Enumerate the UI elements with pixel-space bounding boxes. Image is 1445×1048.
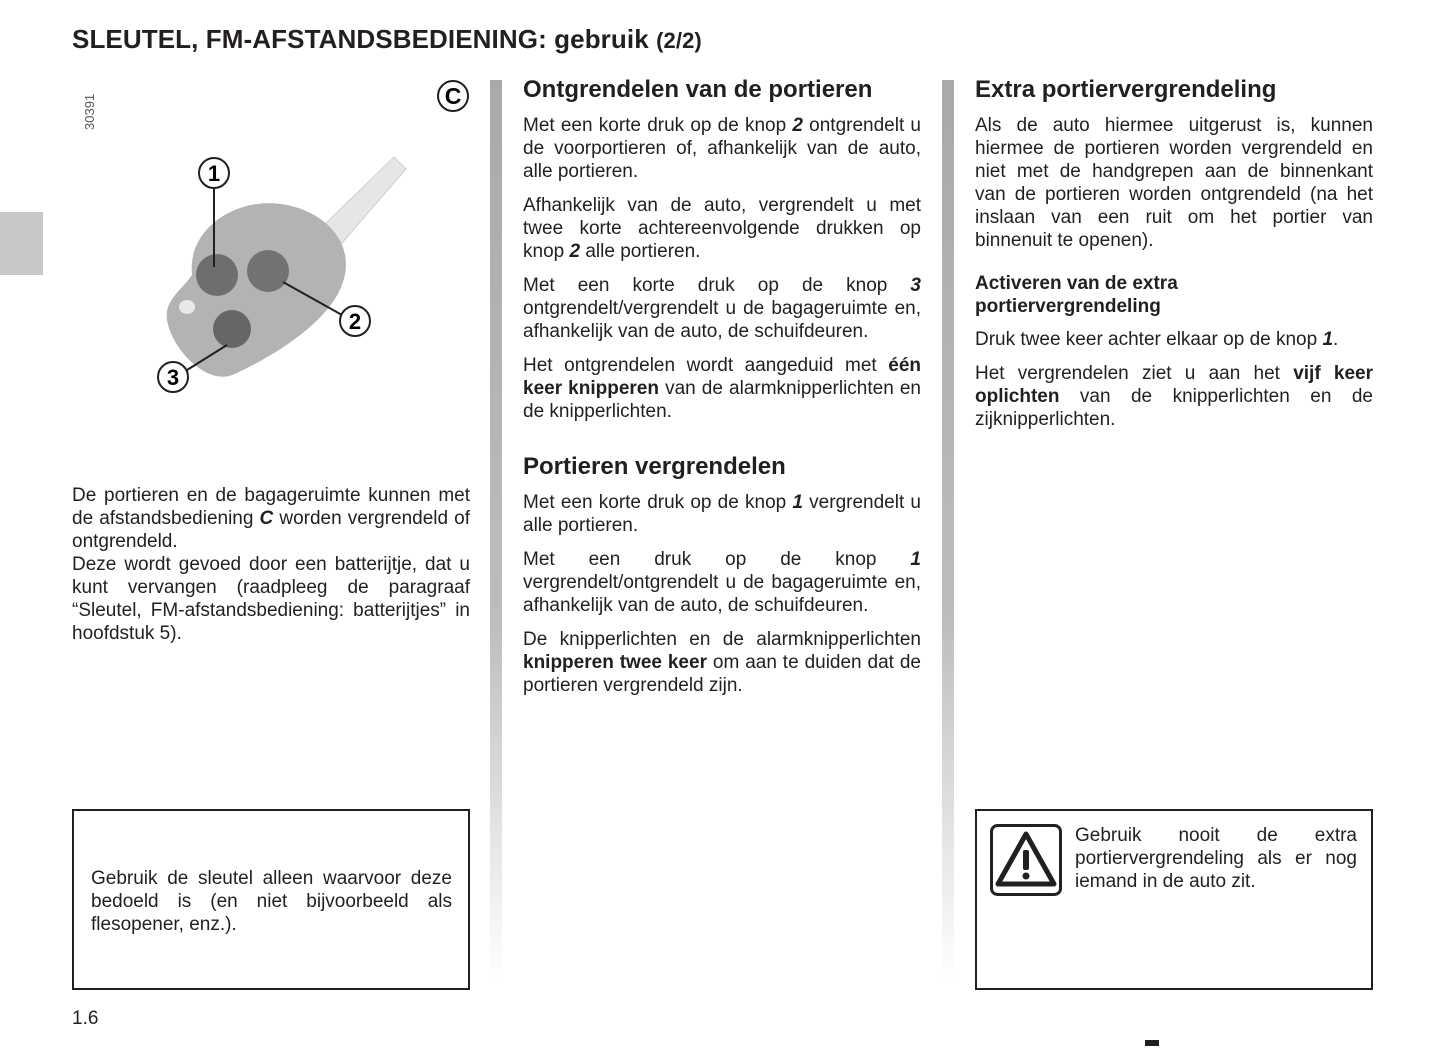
page-mark <box>1145 1040 1159 1046</box>
text-run: ontgrendelt/vergrendelt u de bagageruimte en, afhankelijk van de auto, de schuifdeuren. <box>523 298 921 342</box>
emphasis-text: 2 <box>792 115 803 136</box>
emphasis-text: vijf keer oplichten <box>975 363 1373 407</box>
section-heading: Portieren vergrendelen <box>523 453 786 480</box>
callout-1: 1 <box>207 161 221 186</box>
figure-code: 30391 <box>82 93 97 130</box>
paragraph <box>523 114 921 183</box>
text-run: vergrendelt/ontgrendelt u de bagageruimte en, afhankelijk van de auto, de schuifdeuren. <box>523 572 921 616</box>
text-run: van de alarmknipperlichten en de knipperlichten. <box>523 378 921 422</box>
paragraph <box>523 274 921 343</box>
text-run: vergrendelt u alle portieren. <box>523 492 921 536</box>
emphasis-text: knipperen twee keer <box>523 652 707 673</box>
warning-text: Gebruik nooit de extra portiervergrendeling als er nog iemand in de auto zit. <box>1075 825 1357 892</box>
emphasis-text: 1 <box>1322 329 1334 350</box>
button-2 <box>247 250 289 292</box>
text-run: Deze wordt gevoed door een batterijtje, dat u kunt vervangen (raadpleeg de paragraaf “Sleutel, FM-afstandsbediening: batterijtjes” in hoofdstuk 5). <box>72 554 470 644</box>
paragraph <box>523 354 921 423</box>
paragraph <box>975 362 1373 431</box>
page-title <box>72 24 702 55</box>
callout-2: 2 <box>348 309 362 334</box>
button-1 <box>196 254 238 296</box>
paragraph <box>975 114 1373 252</box>
paragraph <box>975 328 1373 351</box>
section-heading: Ontgrendelen van de portieren <box>523 76 873 103</box>
button-3 <box>213 310 251 348</box>
paragraph <box>523 194 921 263</box>
left-column <box>72 484 470 656</box>
title-main: SLEUTEL, FM-AFSTANDSBEDIENING: gebruik <box>72 24 649 54</box>
warning-triangle-icon <box>990 824 1062 896</box>
chapter-tab <box>0 212 43 275</box>
note-text: Gebruik de sleutel alleen waarvoor deze bedoeld is (en niet bijvoorbeeld als flesopener, enz.). <box>91 868 452 935</box>
section-heading: Extra portiervergrendeling <box>975 76 1277 103</box>
text-run: Afhankelijk van de auto, vergrendelt u met twee korte achtereenvolgende drukken op knop <box>523 195 921 262</box>
text-run: van de knipperlichten en de zijknipperlichten. <box>975 386 1373 430</box>
figure-label: C <box>444 83 462 109</box>
column-divider <box>942 80 954 980</box>
warning-box <box>975 809 1373 990</box>
text-run: alle portieren. <box>580 241 701 262</box>
text-run: Met een korte druk op de knop <box>523 275 911 296</box>
emphasis-text: 1 <box>792 492 803 513</box>
text-run: Met een druk op de knop <box>523 549 911 570</box>
paragraph <box>523 548 921 617</box>
text-run: Het vergrendelen ziet u aan het <box>975 363 1294 384</box>
paragraph <box>72 484 470 645</box>
note-box <box>72 809 470 990</box>
key-fob-illustration <box>72 75 472 405</box>
paragraph <box>523 628 921 697</box>
title-part: (2/2) <box>656 28 702 53</box>
right-column <box>975 76 1373 442</box>
emphasis-text: C <box>259 508 274 529</box>
emphasis-text: 1 <box>910 549 921 570</box>
column-divider <box>490 80 502 980</box>
text-run: Als de auto hiermee uitgerust is, kunnen hiermee de portieren worden vergrendeld en niet met de handgrepen aan de binnenkant van de portieren worden ontgrendeld (na het inslaan van een ruit om het portier van binnenuit te openen). <box>975 115 1373 251</box>
callout-3: 3 <box>166 365 180 390</box>
text-run: Met een korte druk op de knop <box>523 115 793 136</box>
text-run: De portieren en de bagageruimte kunnen met de afstandsbediening <box>72 485 470 529</box>
text-run: ontgrendelt u de voorportieren of, afhankelijk van de auto, alle portieren. <box>523 115 921 182</box>
text-run: Het ontgrendelen wordt aangeduid met <box>523 355 889 376</box>
text-run: om aan te duiden dat de portieren vergrendeld zijn. <box>523 652 921 696</box>
page-number: 1.6 <box>72 1008 99 1029</box>
key-blade <box>324 157 406 243</box>
text-run: worden vergrendeld of ontgrendeld. <box>72 508 470 552</box>
text-run: Druk twee keer achter elkaar op de knop <box>975 329 1323 350</box>
emphasis-text: één keer knipperen <box>523 355 921 399</box>
emphasis-text: 3 <box>910 275 921 296</box>
key-head <box>167 203 346 377</box>
text-run: De knipperlichten en de alarmknipperlichten <box>523 629 921 650</box>
text-run: Met een korte druk op de knop <box>523 492 793 513</box>
text-run: . <box>1333 329 1339 350</box>
paragraph <box>523 491 921 537</box>
middle-column <box>523 76 921 708</box>
subheading: Activeren van de extra portiervergrendeling <box>975 273 1178 317</box>
emphasis-text: 2 <box>569 241 581 262</box>
